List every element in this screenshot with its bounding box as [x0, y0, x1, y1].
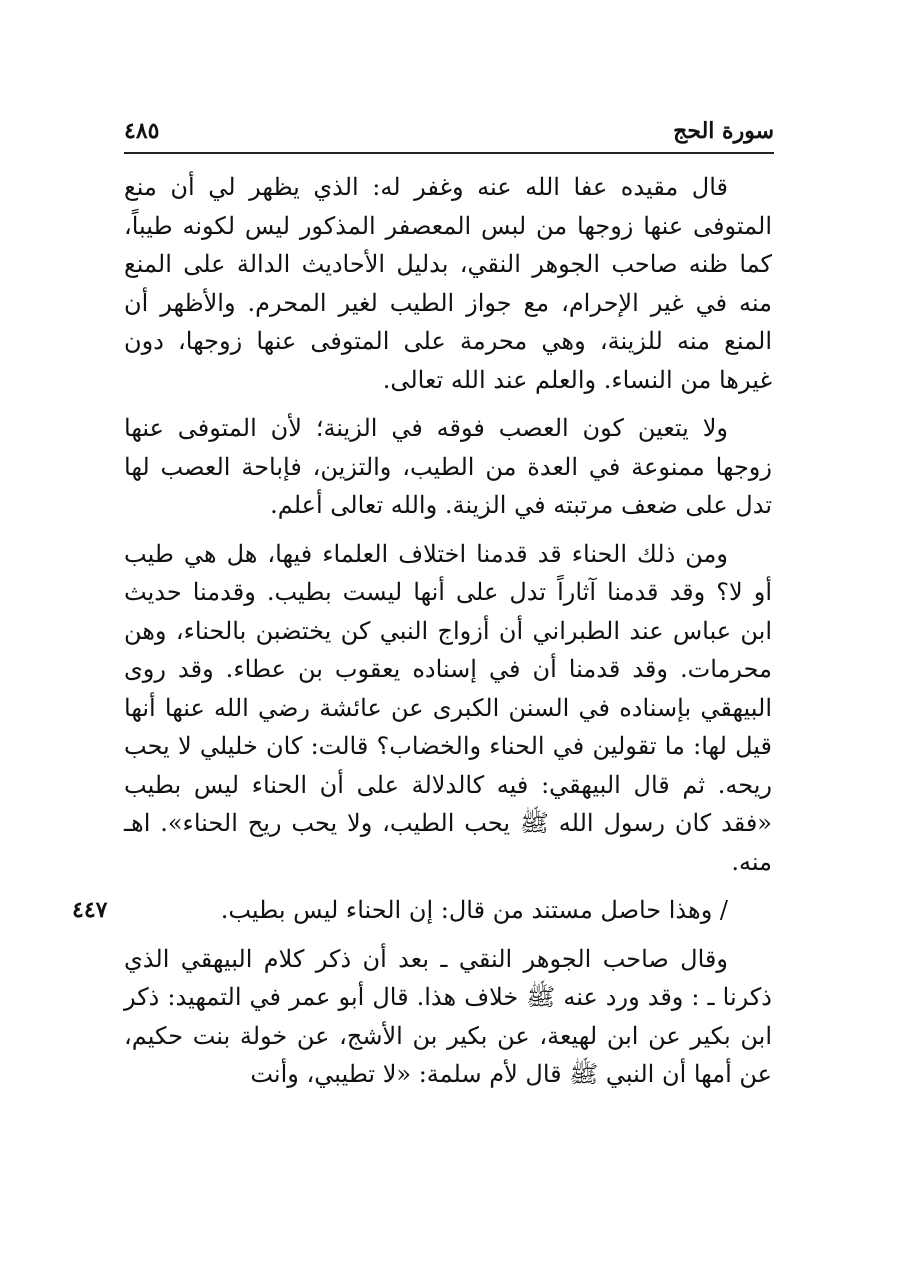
paragraph-2: ولا يتعين كون العصب فوقه في الزينة؛ لأن المتوفى عنها زوجها ممنوعة في العدة من الطيب، والتزين، فإباحة العصب لها تدل على ضعف مرتبته في الزينة. والله تعالى أعلم.: [124, 414, 772, 519]
marginal-page-reference: ٤٤٧: [72, 897, 108, 923]
body-text: [72, 168, 773, 1104]
running-title: سورة الحج: [673, 118, 774, 144]
margin-note-line: [72, 891, 772, 930]
paragraph-1: قال مقيده عفا الله عنه وغفر له: الذي يظهر لي أن منع المتوفى عنها زوجها من لبس المعصفر المذكور ليس لكونه طيباً، كما ظنه صاحب الجوهر النقي، بدليل الأحاديث الدالة على المنع منه في غير الإحرام، مع جواز الطيب لغير المحرم. والأظهر أن المنع منه للزينة، وهي محرمة على المتوفى عنها زوجها، دون غيرها من النساء. والعلم عند الله تعالى.: [124, 173, 772, 394]
page-header: [124, 112, 774, 154]
paragraph-4: وقال صاحب الجوهر النقي ـ بعد أن ذكر كلام البيهقي الذي ذكرنا ـ : وقد ورد عنه ﷺ خلاف هذا. قال أبو عمر في التمهيد: ذكر ابن بكير عن ابن لهيعة، عن بكير بن الأشج، عن خولة بنت حكيم، عن أمها أن النبي ﷺ قال لأم سلمة: «لا تطيبي، وأنت: [124, 944, 772, 1088]
margin-note-text: / وهذا حاصل مستند من قال: إن الحناء ليس بطيب.: [220, 896, 728, 924]
page-number: ٤٨٥: [124, 118, 160, 144]
paragraph-3: ومن ذلك الحناء قد قدمنا اختلاف العلماء فيها، هل هي طيب أو لا؟ وقد قدمنا آثاراً تدل على أنها ليست بطيب. وقدمنا حديث ابن عباس عند الطبراني أن أزواج النبي كن يختضبن بالحناء، وهن محرمات. وقد قدمنا أن في إسناده يعقوب بن عطاء. وقد روى البيهقي بإسناده في السنن الكبرى عن عائشة رضي الله عنها أنها قيل لها: ما تقولين في الحناء والخضاب؟ قالت: كان خليلي لا يحب ريحه. ثم قال البيهقي: فيه كالدلالة على أن الحناء ليس بطيب «فقد كان رسول الله ﷺ يحب الطيب، ولا يحب ريح الحناء». اهـ منه.: [124, 539, 773, 876]
